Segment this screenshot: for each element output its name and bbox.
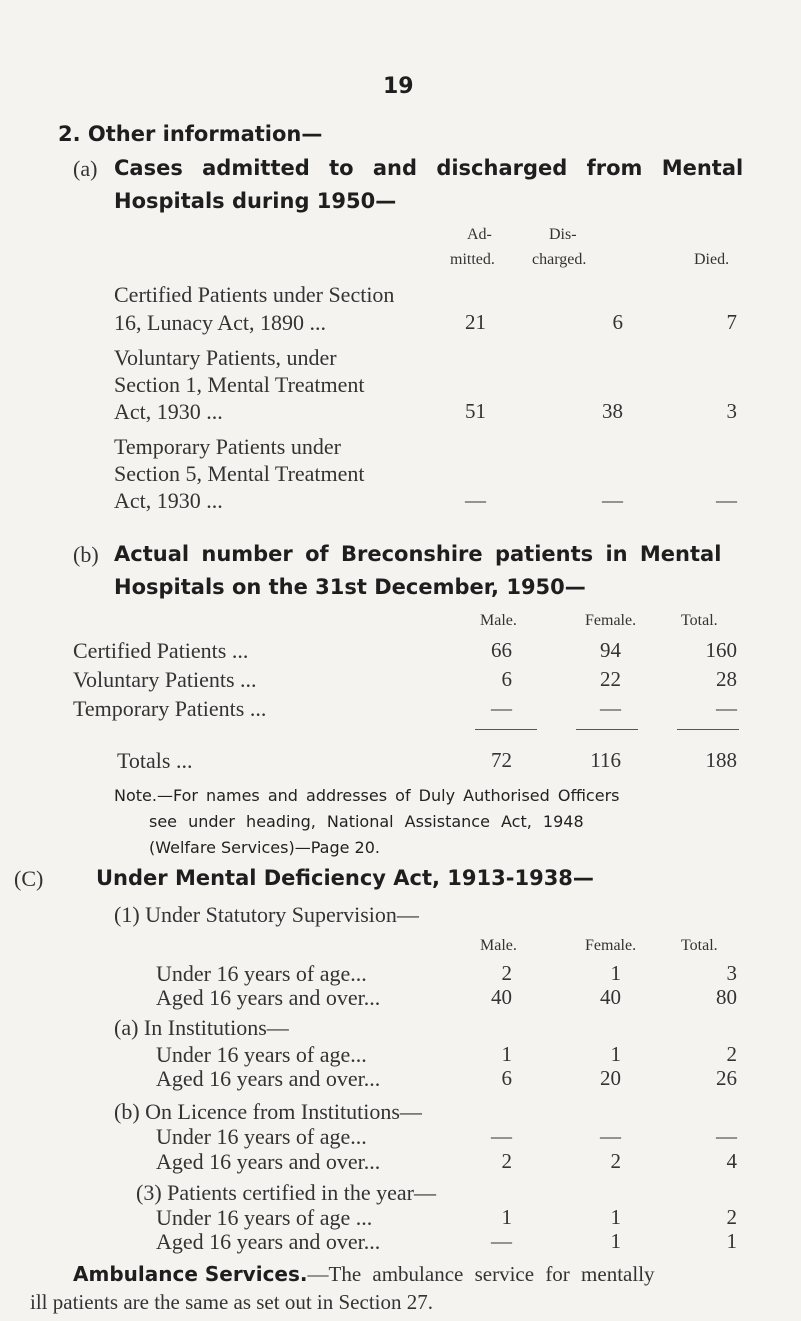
- ambulance-text-line1: —The ambulance service for mentally: [307, 1262, 655, 1286]
- section-b-title-line1: Actual number of Breconshire patients in Mental: [114, 542, 722, 566]
- row-temporary-admitted: —: [465, 488, 486, 512]
- c-s3-row1-male: 1: [501, 1205, 512, 1229]
- col-admitted-1: Ad-: [467, 226, 492, 243]
- c-a-row1-female: 1: [610, 1042, 621, 1066]
- b-row-certified-female: 94: [600, 638, 621, 662]
- c-a-row1-total: 2: [726, 1042, 737, 1066]
- note-line3: (Welfare Services)—Page 20.: [149, 838, 380, 857]
- c-b-row1-label: Under 16 years of age...: [156, 1124, 367, 1149]
- row-voluntary-label-1: Voluntary Patients, under: [114, 345, 337, 370]
- c-a-row1-male: 1: [501, 1042, 512, 1066]
- c-b-row1-total: —: [716, 1124, 737, 1148]
- row-certified-label-1: Certified Patients under Section: [114, 282, 395, 307]
- row-certified-died: 7: [726, 310, 737, 334]
- c-b-heading: (b) On Licence from Institutions—: [114, 1099, 422, 1124]
- page-number: 19: [383, 74, 414, 99]
- b-row-temporary-label: Temporary Patients ...: [73, 696, 267, 721]
- b-row-voluntary-label: Voluntary Patients ...: [73, 667, 257, 692]
- c-s3-row2-female: 1: [610, 1229, 621, 1253]
- totals-rule-female: [576, 729, 638, 730]
- c-a-heading: (a) In Institutions—: [114, 1015, 289, 1040]
- ambulance-heading: Ambulance Services.: [73, 1262, 308, 1286]
- ambulance-paragraph: [73, 1262, 655, 1287]
- c-col-male: Male.: [480, 937, 517, 954]
- row-temporary-label-2: Section 5, Mental Treatment: [114, 461, 365, 486]
- c-b-row2-female: 2: [610, 1149, 621, 1173]
- note-line2: see under heading, National Assistance Act, 1948: [149, 812, 584, 831]
- c-b-row2-total: 4: [726, 1149, 737, 1173]
- section-a-marker: (a): [73, 156, 98, 181]
- section-b-marker: (b): [73, 542, 99, 567]
- c-s3-row1-total: 2: [726, 1205, 737, 1229]
- b-row-certified-total: 160: [705, 638, 737, 662]
- c-sub1-row1-female: 1: [610, 961, 621, 985]
- c-a-row2-total: 26: [716, 1066, 737, 1090]
- c-sub1-row1-male: 2: [501, 961, 512, 985]
- c-s3-row2-male: —: [491, 1229, 512, 1253]
- row-temporary-label-1: Temporary Patients under: [114, 434, 341, 459]
- row-temporary-discharged: —: [602, 488, 623, 512]
- c-sub1-heading: (1) Under Statutory Supervision—: [114, 902, 419, 927]
- c-sub1-row2-total: 80: [716, 985, 737, 1009]
- row-temporary-died: —: [716, 488, 737, 512]
- row-voluntary-label-2: Section 1, Mental Treatment: [114, 372, 365, 397]
- c-sub1-row2-label: Aged 16 years and over...: [156, 985, 381, 1010]
- col-discharged-1: Dis-: [549, 226, 577, 243]
- c-b-row1-male: —: [491, 1124, 512, 1148]
- section-2-heading: 2. Other information—: [58, 122, 323, 146]
- b-row-temporary-male: —: [491, 696, 512, 720]
- c-b-row2-male: 2: [501, 1149, 512, 1173]
- c-s3-row2-label: Aged 16 years and over...: [156, 1229, 381, 1254]
- row-voluntary-label-3: Act, 1930 ...: [114, 399, 223, 424]
- b-row-voluntary-female: 22: [600, 667, 621, 691]
- col-died: Died.: [694, 251, 730, 268]
- b-row-certified-label: Certified Patients ...: [73, 638, 249, 663]
- b-row-temporary-female: —: [600, 696, 621, 720]
- note-line1: Note.—For names and addresses of Duly Authorised Officers: [114, 786, 620, 805]
- row-voluntary-discharged: 38: [602, 399, 623, 423]
- c-s3-row1-female: 1: [610, 1205, 621, 1229]
- section-a-title-line2: Hospitals during 1950—: [114, 189, 397, 213]
- c-col-female: Female.: [585, 937, 637, 954]
- col-male: Male.: [480, 612, 517, 629]
- c-b-row2-label: Aged 16 years and over...: [156, 1149, 381, 1174]
- c-b-row1-female: —: [600, 1124, 621, 1148]
- totals-rule-male: [475, 729, 537, 730]
- section-b-title-line2: Hospitals on the 31st December, 1950—: [114, 575, 586, 599]
- c-a-row2-male: 6: [501, 1066, 512, 1090]
- row-certified-label-2: 16, Lunacy Act, 1890 ...: [114, 310, 327, 335]
- c-sub1-row2-female: 40: [600, 985, 621, 1009]
- c-col-total: Total.: [681, 937, 718, 954]
- col-admitted-2: mitted.: [450, 251, 495, 268]
- row-temporary-label-3: Act, 1930 ...: [114, 488, 223, 513]
- section-a-title-line1: Cases admitted to and discharged from Mental: [114, 156, 744, 180]
- c-sub1-row1-label: Under 16 years of age...: [156, 961, 367, 986]
- c-a-row1-label: Under 16 years of age...: [156, 1042, 367, 1067]
- b-row-certified-male: 66: [491, 638, 512, 662]
- row-voluntary-died: 3: [726, 399, 737, 423]
- col-discharged-2: charged.: [532, 251, 587, 268]
- row-voluntary-admitted: 51: [465, 399, 486, 423]
- b-row-voluntary-total: 28: [716, 667, 737, 691]
- c-sub1-row2-male: 40: [491, 985, 512, 1009]
- b-row-temporary-total: —: [716, 696, 737, 720]
- b-row-voluntary-male: 6: [501, 667, 512, 691]
- col-female: Female.: [585, 612, 637, 629]
- totals-rule-total: [677, 729, 739, 730]
- section-c-title: Under Mental Deficiency Act, 1913-1938—: [96, 866, 594, 890]
- c-s3-heading: (3) Patients certified in the year—: [136, 1180, 436, 1205]
- b-totals-label: Totals ...: [117, 748, 193, 773]
- b-totals-female: 116: [590, 748, 621, 772]
- c-s3-row1-label: Under 16 years of age ...: [156, 1205, 373, 1230]
- c-sub1-row1-total: 3: [726, 961, 737, 985]
- b-totals-male: 72: [491, 748, 512, 772]
- row-certified-admitted: 21: [465, 310, 486, 334]
- c-s3-row2-total: 1: [726, 1229, 737, 1253]
- c-a-row2-label: Aged 16 years and over...: [156, 1066, 381, 1091]
- c-a-row2-female: 20: [600, 1066, 621, 1090]
- row-certified-discharged: 6: [612, 310, 623, 334]
- col-total: Total.: [681, 612, 718, 629]
- b-totals-total: 188: [705, 748, 737, 772]
- ambulance-text-line2: ill patients are the same as set out in Section 27.: [30, 1290, 433, 1314]
- section-c-marker: (C): [14, 866, 44, 891]
